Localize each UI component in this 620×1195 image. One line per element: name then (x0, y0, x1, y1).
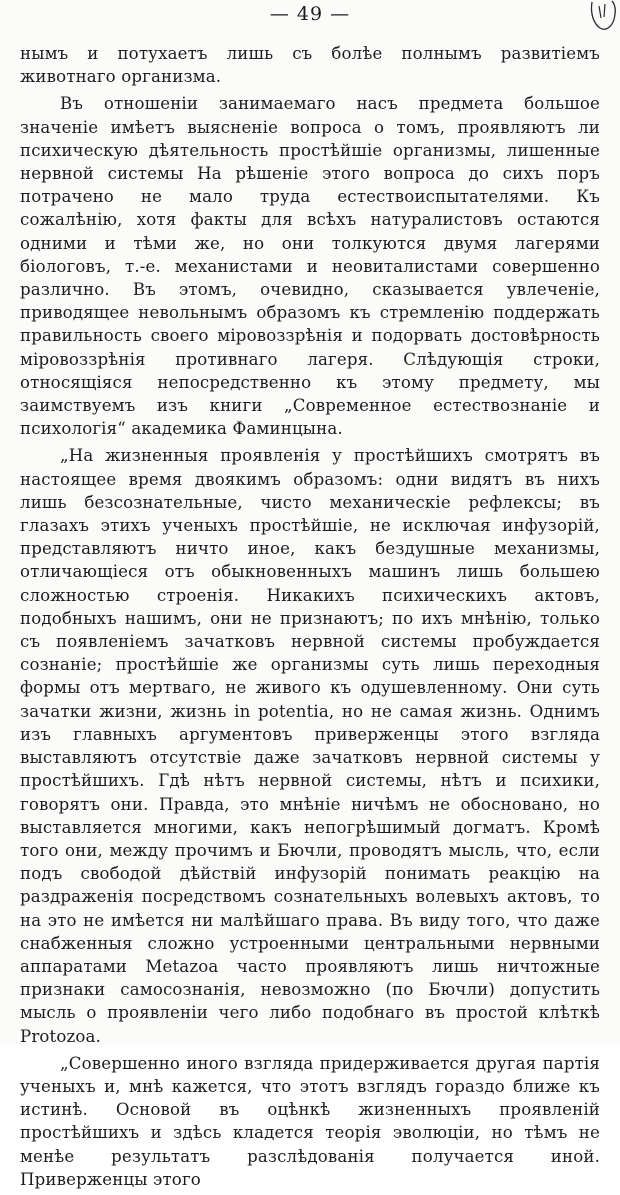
handwritten-corner-mark (588, 0, 618, 40)
paragraph: нымъ и потухаетъ лишь съ болѣе полнымъ развитіемъ животнаго организма. (20, 44, 600, 87)
paragraph: Въ отношеніи занимаемаго насъ предмета большое значеніе имѣетъ выясненіе вопроса о томъ, проявляютъ ли психическую дѣятельность простѣйшіе организмы, лишенные нервной системы На рѣшеніе этого вопроса до сихъ поръ потрачено не мало труда естествоиспытателями. Къ сожалѣнію, хотя факты для всѣхъ натуралистовъ остаются одними и тѣми же, но они толкуются двумя лагерями біологовъ, т.-е. механистами и неовиталистами совершенно различно. Въ этомъ, очевидно, сказывается увлеченіе, приводящее невольнымъ образомъ къ стремленію поддержать правильность своего міровоззрѣнія и подорвать достовѣрность міровоззрѣнія противнаго лагеря. Слѣдующія строки, относящіяся непосредственно къ этому предмету, мы заимствуемъ изъ книги „Современное естествознаніе и психологія“ академика Фаминцына. (20, 94, 600, 439)
page-number: — 49 — (269, 3, 351, 25)
paragraph: „Совершенно иного взгляда придерживается другая партія ученыхъ и, мнѣ кажется, что этотъ взглядъ гораздо ближе къ истинѣ. Основой въ оцѣнкѣ жизненныхъ проявленій простѣйшихъ и здѣсь кладется теорія эволюціи, но тѣмъ не менѣе результатъ разслѣдованія получается иной. Приверженцы этого (20, 1053, 600, 1189)
body-text (20, 42, 600, 1195)
paragraph: „На жизненныя проявленія у простѣйшихъ смотрятъ въ настоящее время двоякимъ образомъ: одни видятъ въ нихъ лишь безсознательные, чисто механическіе рефлексы; въ глазахъ этихъ ученыхъ простѣйшіе, не исключая инфузорій, представляютъ ничто иное, какъ бездушные механизмы, отличающіеся отъ обыкновенныхъ машинъ лишь большею сложностью строенія. Никакихъ психическихъ актовъ, подобныхъ нашимъ, они не признаютъ; по ихъ мнѣнію, только съ появленіемъ зачатковъ нервной системы пробуждается сознаніе; простѣйшіе же организмы суть лишь переходныя формы отъ мертваго, не живого къ одушевленному. Они суть зачатки жизни, жизнь in potentia, но не самая жизнь. Однимъ изъ главныхъ аргументовъ приверженцы этого взгляда выставляютъ отсутствіе даже зачатковъ нервной системы у простѣйшихъ. Гдѣ нѣтъ нервной системы, нѣтъ и психики, говорятъ они. Правда, это мнѣніе ничѣмъ не обосновано, но выставляется многими, какъ непогрѣшимый догматъ. Кромѣ того они, между прочимъ и Бючли, проводятъ мысль, что, если подъ свободой дѣйствій инфузорій понимать реакцію на раздраженія посредствомъ сознательныхъ волевыхъ актовъ, то на это не имѣется ни малѣйшаго права. Въ виду того, что даже снабженныя сложно устроенными центральными нервными аппаратами Metazoa часто проявляютъ лишь ничтожные признаки самосознанія, невозможно (по Бючли) допустить мысль о проявленіи чего либо подобнаго въ простой клѣткѣ Protozoa. (20, 446, 600, 1046)
